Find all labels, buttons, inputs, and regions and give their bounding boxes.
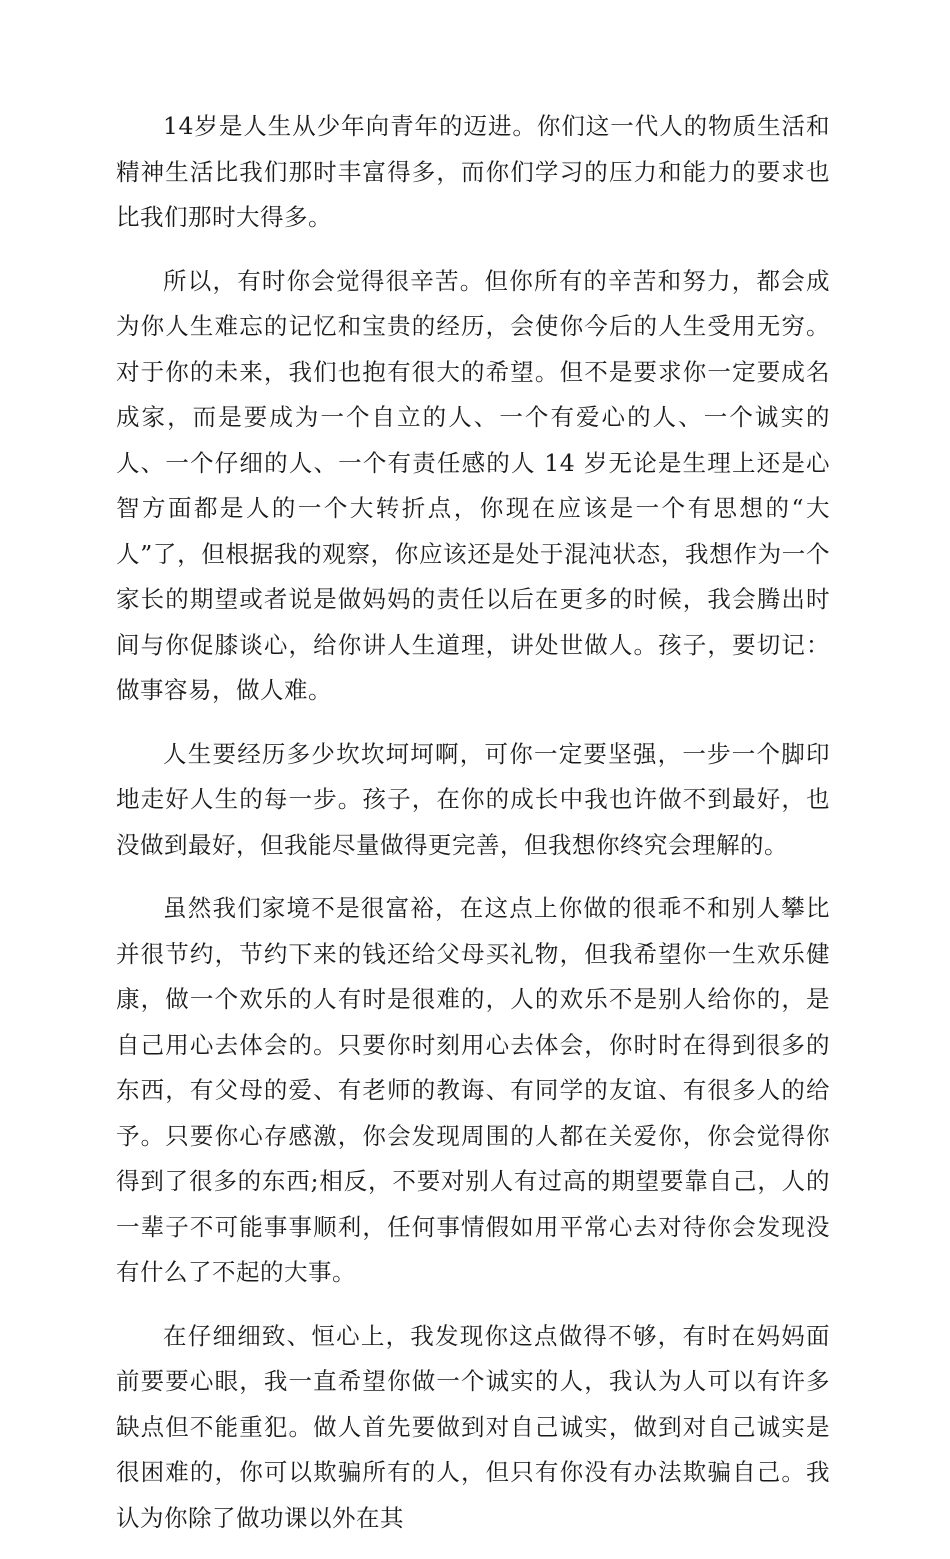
letter-body: [116, 104, 830, 1559]
paragraph-2: 所以，有时你会觉得很辛苦。但你所有的辛苦和努力，都会成为你人生难忘的记忆和宝贵的经历，会使你今后的人生受用无穷。对于你的未来，我们也抱有很大的希望。但不是要求你一定要成名成家，而是要成为一个自立的人、一个有爱心的人、一个诚实的人、一个仔细的人、一个有责任感的人 14 岁无论是生理上还是心智方面都是人的一个大转折点，你现在应该是一个有思想的“大人”了，但根据我的观察，你应该还是处于混沌状态，我想作为一个家长的期望或者说是做妈妈的责任以后在更多的时候，我会腾出时间与你促膝谈心，给你讲人生道理，讲处世做人。孩子，要切记：做事容易，做人难。: [116, 266, 830, 704]
paragraph-4: 虽然我们家境不是很富裕，在这点上你做的很乖不和别人攀比并很节约，节约下来的钱还给父母买礼物，但我希望你一生欢乐健康，做一个欢乐的人有时是很难的，人的欢乐不是别人给你的，是自己用心去体会的。只要你时刻用心去体会，你时时在得到很多的东西，有父母的爱、有老师的教诲、有同学的友谊、有很多人的给予。只要你心存感激，你会发现周围的人都在关爱你，你会觉得你得到了很多的东西;相反，不要对别人有过高的期望要靠自己，人的一辈子不可能事事顺利，任何事情假如用平常心去对待你会发现没有什么了不起的大事。: [116, 894, 830, 1286]
paragraph-3: 人生要经历多少坎坎坷坷啊，可你一定要坚强，一步一个脚印地走好人生的每一步。孩子，在你的成长中我也许做不到最好，也没做到最好，但我能尽量做得更完善，但我想你终究会理解的。: [116, 739, 830, 859]
paragraph-5: 在仔细细致、恒心上，我发现你这点做得不够，有时在妈妈面前要要心眼，我一直希望你做一个诚实的人，我认为人可以有许多缺点但不能重犯。做人首先要做到对自己诚实，做到对自己诚实是很困难的，你可以欺骗所有的人，但只有你没有办法欺骗自己。我认为你除了做功课以外在其: [116, 1321, 830, 1532]
paragraph-1: 14岁是人生从少年向青年的迈进。你们这一代人的物质生活和精神生活比我们那时丰富得多，而你们学习的压力和能力的要求也比我们那时大得多。: [116, 112, 830, 231]
